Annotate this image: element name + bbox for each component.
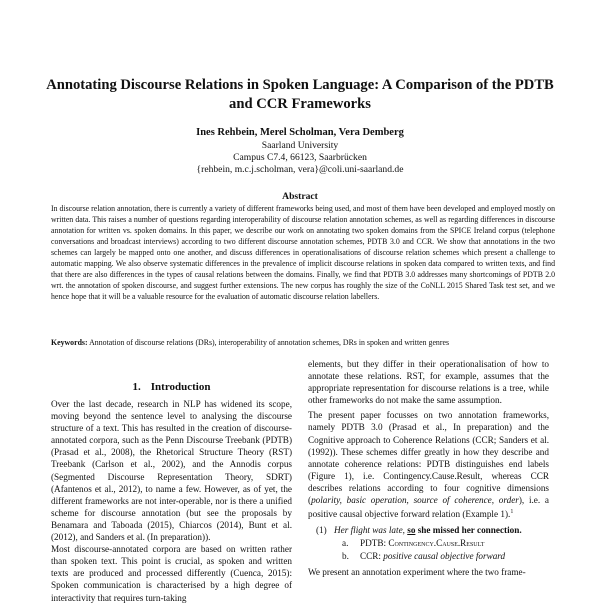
example-arg1: Her flight was late, (334, 525, 405, 536)
footnote-marker: 1 (510, 509, 514, 516)
abstract-heading: Abstract (282, 191, 318, 202)
example-sentence (308, 524, 549, 537)
ccr-dimensions: polarity, basic operation, source of coherence, order (311, 495, 519, 506)
affiliation-university: Saarland University (261, 140, 339, 151)
keywords-label: Keywords: (51, 338, 88, 347)
right-paragraph-1: elements, but they differ in their operationalisation of how to annotate these relations. RST, for example, assumes that the appropriate representation for discourse relations is a tree, while other frameworks do not make the same assumption. (308, 359, 549, 406)
keywords (51, 337, 555, 348)
keywords-text: Annotation of discourse relations (DRs), interoperability of annotation schemes, DRs in spoken and written genres (89, 338, 450, 347)
example-ccr (308, 550, 549, 563)
example-number: (1) (316, 525, 327, 536)
example-b-prefix: CCR: (360, 551, 381, 562)
right-paragraph-2 (308, 409, 549, 520)
example-connective: so (407, 525, 416, 536)
affiliation-email: {rehbein, m.c.j.scholman, vera}@coli.uni-saarland.de (196, 164, 404, 175)
example-1 (308, 524, 549, 563)
right-paragraph-3: We present an annotation experiment where the two frame- (308, 567, 526, 578)
example-arg2: she missed her connection (417, 525, 520, 536)
paper-authors: Ines Rehbein, Merel Scholman, Vera Demberg (196, 127, 404, 138)
section-heading (51, 380, 292, 394)
intro-paragraph-2: Most discourse-annotated corpora are based on written rather than spoken text. This point is crucial, as spoken and written texts are produced and processed differently (Cuenca, 2015): Spoken communication is characterised by a high degree of interactivity that requires turn-taking (51, 544, 292, 603)
example-a-label: a. (342, 538, 349, 549)
example-b-relation: positive causal objective forward (383, 551, 506, 562)
right-paragraph-2-text: The present paper focusses on two annotation frameworks, namely PDTB 3.0 (Prasad et al., In preparation) and the Cognitive approach to Coherence Relations (CCR; Sanders et al. (1992)). These schemes differ greatly in how they describe and annotate coherence relations: PDTB distinguishes end labels (Figure 1), i.e. Contingency.Cause.Result, whereas CCR describes relations according to four cognitive dimensions ( (308, 410, 549, 506)
affiliation-address: Campus C7.4, 66123, Saarbrücken (233, 152, 367, 163)
example-pdtb (308, 537, 549, 550)
example-b-text (360, 550, 505, 563)
paper-title: Annotating Discourse Relations in Spoken Language: A Comparison of the PDTB and CCR Frameworks (46, 77, 554, 112)
section-number: 1. (132, 381, 141, 393)
right-paragraph-2-end: ), i.e. a positive causal objective forward relation (Example 1). (308, 495, 549, 520)
example-a-text: PDTB: Contingency.Cause.Result (360, 538, 485, 549)
left-column (51, 380, 292, 604)
section-title: Introduction (150, 381, 211, 393)
intro-paragraph-1: Over the last decade, research in NLP has widened its scope, moving beyond the sentence level to analysing the discourse structure of a text. This has resulted in the creation of discourse-annotated corpora, such as the Penn Discourse Treebank (PDTB) (Prasad et al., 2008), the Rhetorical Structure Theory (RST) Treebank (Carlson et al., 2002), and the Annodis corpus (Segmented Discourse Representation Theory, SDRT) (Afantenos et al., 2012), to name a few. However, as of yet, the different frameworks are not inter-operable, nor is there a unified scheme for discourse annotation (but see the proposals by Benamara and Taboada (2015), Chiarcos (2014), Bunt et al. (2012), and Sanders et al. (In preparation)). (51, 399, 292, 543)
example-text (334, 524, 522, 537)
example-b-label: b. (342, 551, 349, 562)
affiliation (0, 140, 600, 176)
abstract-text: In discourse relation annotation, there is currently a variety of different frameworks being used, and most of them have been developed and employed mostly on written data. This raises a number of questions regarding interoperability of discourse relation annotation schemes, as well as regarding differences in discourse annotation for written vs. spoken domains. In this paper, we describe our work on annotating two spoken domains from the SPICE Ireland corpus (telephone conversations and broadcast interviews) according to two different discourse annotation schemes, PDTB 3.0 and CCR. We show that annotations in the two schemes can largely be mapped onto one another, and discuss differences in operationalisations of discourse relation schemes which present a challenge to automatic mapping. We also observe systematic differences in the prevalence of implicit discourse relations in spoken data compared to written texts, and find that there are also differences in the types of causal relations between the domains. Finally, we find that PDTB 3.0 addresses many shortcomings of PDTB 2.0 wrt. the annotation of spoken discourse, and suggest further extensions. The new corpus has roughly the size of the CoNLL 2015 Shared Task test set, and we hence hope that it will be a valuable resource for the evaluation of automatic discourse relation labellers. (51, 204, 555, 302)
right-column (308, 358, 549, 578)
example-end: . (519, 525, 522, 536)
